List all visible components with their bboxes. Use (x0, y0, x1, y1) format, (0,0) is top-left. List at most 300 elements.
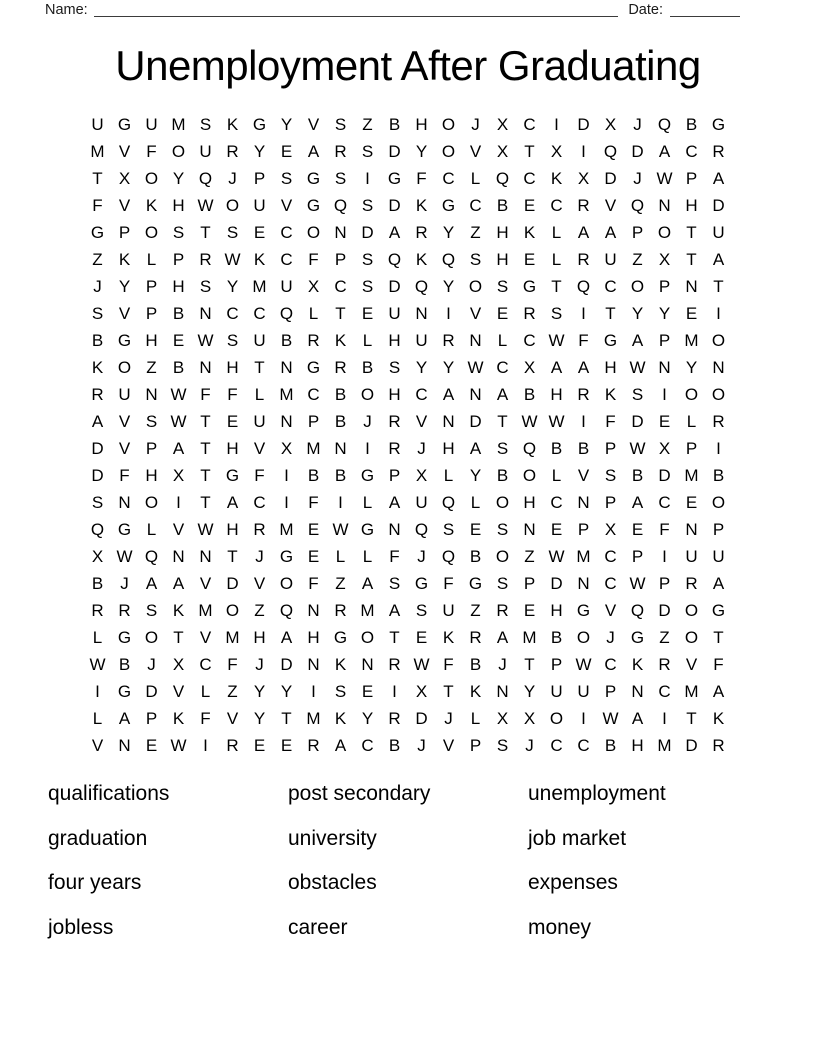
grid-letter: P (145, 276, 158, 296)
grid-letter: O (225, 195, 240, 215)
grid-letter: G (306, 195, 321, 215)
grid-letter: W (548, 411, 565, 431)
grid-letter: S (604, 465, 617, 485)
grid-letter: M (198, 600, 213, 620)
grid-letter: T (524, 654, 535, 674)
grid-letter: O (684, 384, 699, 404)
grid-letter: R (685, 573, 698, 593)
grid-letter: R (253, 519, 266, 539)
grid-letter: S (415, 600, 428, 620)
grid-letter: D (415, 708, 428, 728)
grid-letter: A (604, 222, 617, 242)
grid-letter: S (361, 141, 374, 161)
grid-letter: W (521, 411, 538, 431)
grid-letter: P (550, 654, 563, 674)
grid-letter: T (200, 411, 211, 431)
grid-letter: Z (362, 114, 373, 134)
grid-letter: K (604, 384, 617, 404)
grid-letter: H (604, 357, 617, 377)
grid-letter: C (658, 681, 671, 701)
grid-letter: I (446, 303, 451, 323)
grid-letter: A (712, 681, 725, 701)
grid-letter: S (91, 303, 104, 323)
grid-letter: E (145, 735, 158, 755)
grid-letter: O (711, 492, 726, 512)
grid-letter: G (711, 114, 726, 134)
grid-letter: P (631, 546, 644, 566)
grid-letter: P (145, 303, 158, 323)
grid-letter: S (145, 600, 158, 620)
grid-letter: V (685, 654, 698, 674)
grid-letter: J (120, 573, 129, 593)
grid-letter: Q (279, 303, 294, 323)
grid-letter: V (118, 195, 131, 215)
grid-letter: N (658, 357, 671, 377)
grid-letter: X (550, 141, 563, 161)
grid-letter: R (334, 141, 347, 161)
grid-letter: Y (442, 276, 455, 296)
grid-letter: J (444, 708, 453, 728)
grid-letter: W (116, 546, 133, 566)
grid-letter: X (172, 654, 185, 674)
grid-letter: U (118, 384, 131, 404)
page-title: Unemployment After Graduating (115, 42, 701, 89)
grid-letter: K (253, 249, 266, 269)
grid-letter: P (604, 438, 617, 458)
grid-letter: I (716, 438, 721, 458)
grid-letter: G (117, 330, 132, 350)
grid-letter: L (92, 627, 103, 647)
grid-letter: R (226, 735, 239, 755)
grid-letter: G (711, 600, 726, 620)
grid-letter: E (280, 141, 293, 161)
grid-letter: N (631, 681, 644, 701)
grid-letter: Y (226, 276, 239, 296)
grid-letter: M (684, 330, 699, 350)
grid-letter: H (388, 384, 401, 404)
grid-letter: L (551, 465, 562, 485)
grid-letter: R (577, 384, 590, 404)
grid-letter: D (604, 168, 617, 188)
grid-letter: W (629, 573, 646, 593)
grid-letter: D (658, 465, 671, 485)
grid-letter: N (199, 546, 212, 566)
grid-letter: V (415, 411, 428, 431)
grid-letter: S (631, 384, 644, 404)
word-item: obstacles (288, 871, 377, 895)
grid-letter: A (334, 735, 347, 755)
grid-letter: Z (335, 573, 346, 593)
grid-letter: T (551, 276, 562, 296)
grid-letter: O (711, 384, 726, 404)
grid-letter: T (200, 222, 211, 242)
grid-letter: F (443, 573, 454, 593)
grid-letter: N (415, 303, 428, 323)
grid-letter: Q (198, 168, 213, 188)
grid-letter: T (497, 411, 508, 431)
word-list-column (48, 783, 288, 961)
grid-letter: D (631, 141, 644, 161)
grid-letter: L (146, 249, 157, 269)
grid-letter: I (581, 141, 586, 161)
grid-letter: R (118, 600, 131, 620)
grid-letter: T (227, 546, 238, 566)
grid-letter: B (550, 627, 563, 647)
grid-letter: R (442, 330, 455, 350)
grid-letter: U (442, 600, 455, 620)
grid-letter: O (144, 168, 159, 188)
grid-letter: E (361, 303, 374, 323)
grid-letter: P (658, 330, 671, 350)
grid-letter: R (415, 222, 428, 242)
grid-letter: L (200, 681, 211, 701)
grid-letter: Y (280, 114, 293, 134)
word-item: university (288, 826, 377, 850)
grid-letter: R (577, 249, 590, 269)
grid-letter: S (334, 681, 347, 701)
grid-letter: H (388, 330, 401, 350)
grid-letter: L (551, 222, 562, 242)
grid-letter: L (362, 330, 373, 350)
grid-letter: P (253, 168, 266, 188)
grid-letter: Q (333, 195, 348, 215)
grid-letter: X (577, 168, 590, 188)
grid-letter: J (228, 168, 237, 188)
grid-letter: Y (253, 681, 266, 701)
grid-letter: P (631, 222, 644, 242)
grid-letter: Z (254, 600, 265, 620)
grid-letter: D (658, 600, 671, 620)
grid-letter: E (523, 195, 536, 215)
grid-letter: O (441, 114, 456, 134)
grid-letter: V (469, 141, 482, 161)
grid-letter: Y (361, 708, 374, 728)
grid-letter: O (684, 627, 699, 647)
grid-letter: N (361, 654, 374, 674)
grid-letter: B (91, 330, 104, 350)
grid-letter: H (172, 195, 185, 215)
word-list (48, 783, 816, 961)
word-item: job market (528, 826, 627, 850)
grid-letter: J (633, 114, 642, 134)
grid-letter: Z (92, 249, 103, 269)
grid-letter: O (711, 330, 726, 350)
grid-letter: Y (631, 303, 644, 323)
grid-letter: S (199, 276, 212, 296)
grid-letter: W (170, 384, 187, 404)
grid-letter: K (442, 627, 455, 647)
grid-letter: P (118, 222, 131, 242)
grid-letter: C (550, 492, 563, 512)
grid-letter: C (442, 168, 455, 188)
grid-letter: U (253, 330, 266, 350)
grid-letter: X (523, 708, 536, 728)
grid-letter: H (496, 222, 509, 242)
grid-letter: A (307, 141, 320, 161)
grid-letter: P (685, 168, 698, 188)
grid-letter: S (442, 519, 455, 539)
grid-letter: B (118, 654, 131, 674)
grid-letter: X (172, 465, 185, 485)
grid-letter: O (144, 222, 159, 242)
grid-letter: J (606, 627, 615, 647)
grid-letter: T (92, 168, 103, 188)
grid-letter: N (118, 735, 131, 755)
grid-letter: V (469, 303, 482, 323)
grid-letter: Y (253, 141, 266, 161)
grid-letter: O (495, 492, 510, 512)
grid-letter: C (523, 330, 536, 350)
grid-letter: H (550, 384, 563, 404)
grid-letter: H (685, 195, 698, 215)
grid-letter: Q (441, 249, 456, 269)
grid-letter: Y (442, 222, 455, 242)
grid-letter: C (469, 195, 482, 215)
grid-letter: P (145, 708, 158, 728)
grid-letter: B (91, 573, 104, 593)
date-blank-line (670, 3, 740, 17)
grid-letter: B (469, 546, 482, 566)
grid-letter: D (388, 276, 401, 296)
grid-letter: A (577, 357, 590, 377)
grid-letter: C (280, 249, 293, 269)
grid-letter: Y (172, 168, 185, 188)
grid-letter: N (658, 195, 671, 215)
grid-letter: R (91, 384, 104, 404)
grid-letter: N (685, 276, 698, 296)
grid-letter: A (658, 141, 671, 161)
grid-letter: P (604, 492, 617, 512)
grid-letter: G (603, 330, 618, 350)
word-search-grid (84, 111, 732, 759)
grid-letter: A (631, 492, 644, 512)
grid-letter: T (686, 249, 697, 269)
grid-letter: D (361, 222, 374, 242)
grid-letter: R (199, 249, 212, 269)
grid-letter: L (362, 492, 373, 512)
grid-letter: A (577, 222, 590, 242)
grid-letter: S (145, 411, 158, 431)
grid-letter: V (253, 438, 266, 458)
grid-letter: T (281, 708, 292, 728)
grid-letter: T (605, 303, 616, 323)
grid-letter: F (416, 168, 427, 188)
header (0, 0, 816, 18)
grid-letter: K (631, 654, 644, 674)
grid-letter: A (550, 357, 563, 377)
grid-letter: R (388, 708, 401, 728)
grid-letter: L (308, 303, 319, 323)
grid-letter: M (306, 708, 321, 728)
grid-letter: Y (415, 141, 428, 161)
grid-letter: W (629, 357, 646, 377)
grid-letter: U (577, 681, 590, 701)
grid-letter: Z (470, 600, 481, 620)
grid-letter: C (604, 546, 617, 566)
grid-letter: O (522, 465, 537, 485)
grid-letter: R (712, 735, 725, 755)
grid-letter: V (118, 438, 131, 458)
grid-letter: L (443, 465, 454, 485)
grid-letter: F (200, 384, 211, 404)
grid-letter: C (523, 114, 536, 134)
grid-letter: O (360, 627, 375, 647)
grid-letter: J (255, 546, 264, 566)
grid-letter: E (415, 627, 428, 647)
grid-letter: Q (441, 492, 456, 512)
grid-letter: L (335, 546, 346, 566)
grid-letter: C (523, 168, 536, 188)
grid-letter: T (389, 627, 400, 647)
grid-letter: E (496, 303, 509, 323)
grid-letter: J (525, 735, 534, 755)
grid-letter: P (604, 681, 617, 701)
grid-letter: R (712, 411, 725, 431)
grid-letter: N (145, 384, 158, 404)
grid-letter: G (360, 465, 375, 485)
grid-letter: O (441, 141, 456, 161)
word-item: unemployment (528, 782, 666, 806)
grid-letter: W (548, 330, 565, 350)
grid-letter: C (199, 654, 212, 674)
grid-letter: T (524, 141, 535, 161)
grid-letter: M (657, 735, 672, 755)
grid-letter: P (145, 438, 158, 458)
grid-letter: J (147, 654, 156, 674)
grid-letter: O (117, 357, 132, 377)
grid-letter: W (413, 654, 430, 674)
grid-letter: D (91, 465, 104, 485)
grid-letter: E (280, 735, 293, 755)
grid-letter: L (470, 708, 481, 728)
grid-letter: V (307, 114, 320, 134)
grid-letter: J (363, 411, 372, 431)
grid-letter: H (253, 627, 266, 647)
grid-letter: S (334, 114, 347, 134)
grid-letter: B (712, 465, 725, 485)
grid-letter: N (334, 222, 347, 242)
grid-letter: B (334, 411, 347, 431)
grid-letter: M (360, 600, 375, 620)
grid-letter: B (388, 114, 401, 134)
grid-letter: B (172, 303, 185, 323)
grid-letter: Z (632, 249, 643, 269)
grid-letter: U (685, 546, 698, 566)
grid-letter: F (227, 384, 238, 404)
word-item: career (288, 915, 348, 939)
grid-letter: K (118, 249, 131, 269)
grid-letter: T (200, 492, 211, 512)
grid-letter: O (549, 708, 564, 728)
grid-letter: C (577, 735, 590, 755)
grid-letter: V (172, 519, 185, 539)
grid-letter: G (279, 546, 294, 566)
grid-letter: M (684, 681, 699, 701)
grid-letter: S (388, 357, 401, 377)
grid-letter: O (144, 627, 159, 647)
grid-letter: Z (659, 627, 670, 647)
grid-letter: D (712, 195, 725, 215)
grid-letter: X (496, 141, 509, 161)
grid-letter: O (306, 222, 321, 242)
grid-letter: M (306, 438, 321, 458)
grid-letter: K (415, 249, 428, 269)
word-item: qualifications (48, 782, 170, 806)
grid-letter: N (523, 519, 536, 539)
grid-letter: S (388, 573, 401, 593)
grid-letter: K (91, 357, 104, 377)
grid-letter: V (604, 600, 617, 620)
grid-letter: Q (657, 114, 672, 134)
grid-letter: U (415, 330, 428, 350)
grid-letter: I (284, 465, 289, 485)
grid-letter: H (307, 627, 320, 647)
grid-letter: I (554, 114, 559, 134)
grid-letter: I (716, 303, 721, 323)
grid-letter: O (657, 222, 672, 242)
grid-letter: Q (495, 168, 510, 188)
grid-letter: J (417, 546, 426, 566)
grid-letter: C (496, 357, 509, 377)
grid-letter: Q (576, 276, 591, 296)
grid-letter: F (200, 708, 211, 728)
grid-letter: C (415, 384, 428, 404)
grid-letter: Y (523, 681, 536, 701)
grid-letter: M (522, 627, 537, 647)
grid-letter: D (631, 411, 644, 431)
grid-letter: C (604, 276, 617, 296)
grid-letter: S (496, 438, 509, 458)
grid-letter: T (254, 357, 265, 377)
grid-letter: L (146, 519, 157, 539)
grid-letter: V (91, 735, 104, 755)
grid-letter: E (307, 519, 320, 539)
grid-letter: F (308, 249, 319, 269)
grid-letter: C (550, 195, 563, 215)
grid-letter: P (307, 411, 320, 431)
grid-letter: V (253, 573, 266, 593)
grid-letter: E (523, 600, 536, 620)
grid-letter: R (712, 141, 725, 161)
grid-letter: D (91, 438, 104, 458)
grid-letter: P (469, 735, 482, 755)
grid-letter: J (633, 168, 642, 188)
grid-letter: U (91, 114, 104, 134)
grid-letter: S (361, 276, 374, 296)
grid-letter: Z (524, 546, 535, 566)
grid-letter: S (334, 168, 347, 188)
grid-letter: I (662, 546, 667, 566)
grid-letter: O (684, 600, 699, 620)
grid-letter: O (279, 573, 294, 593)
grid-letter: T (200, 438, 211, 458)
grid-letter: P (388, 465, 401, 485)
grid-letter: E (172, 330, 185, 350)
word-item: post secondary (288, 782, 431, 806)
grid-letter: U (550, 681, 563, 701)
grid-letter: N (307, 600, 320, 620)
grid-letter: M (279, 519, 294, 539)
grid-letter: L (686, 411, 697, 431)
grid-letter: G (441, 195, 456, 215)
grid-letter: C (334, 276, 347, 296)
grid-letter: P (577, 519, 590, 539)
grid-letter: M (684, 465, 699, 485)
grid-letter: W (602, 708, 619, 728)
grid-letter: K (469, 681, 482, 701)
grid-letter: C (658, 492, 671, 512)
grid-letter: X (604, 114, 617, 134)
